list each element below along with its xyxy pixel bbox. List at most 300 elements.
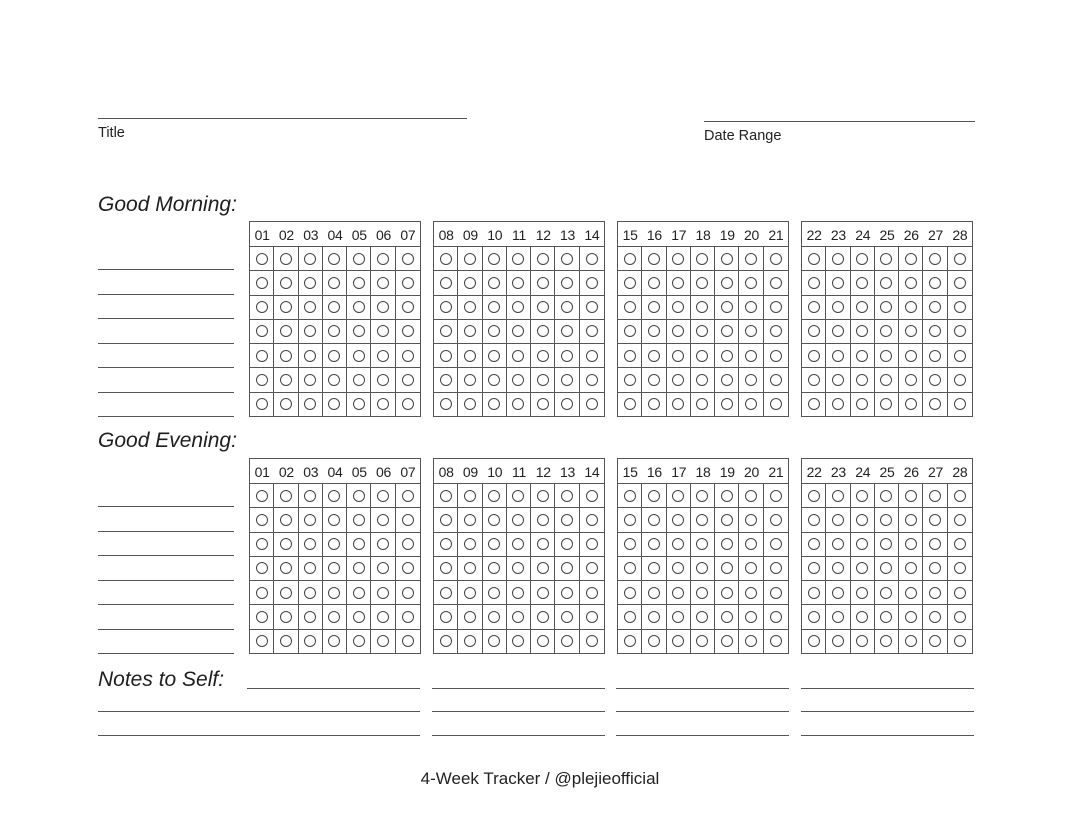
habit-checkbox[interactable] — [464, 490, 476, 502]
notes-line[interactable] — [616, 688, 789, 689]
morning-habit-line[interactable] — [98, 269, 234, 270]
habit-checkbox[interactable] — [721, 398, 733, 410]
habit-checkbox[interactable] — [832, 350, 844, 362]
habit-checkbox[interactable] — [770, 253, 782, 265]
habit-checkbox[interactable] — [905, 350, 917, 362]
habit-checkbox[interactable] — [328, 253, 340, 265]
habit-checkbox[interactable] — [440, 538, 452, 550]
habit-checkbox[interactable] — [808, 635, 820, 647]
habit-checkbox[interactable] — [721, 587, 733, 599]
habit-checkbox[interactable] — [696, 611, 708, 623]
habit-checkbox[interactable] — [624, 277, 636, 289]
habit-checkbox[interactable] — [954, 611, 966, 623]
habit-checkbox[interactable] — [561, 398, 573, 410]
habit-checkbox[interactable] — [304, 635, 316, 647]
habit-checkbox[interactable] — [832, 514, 844, 526]
habit-checkbox[interactable] — [770, 562, 782, 574]
habit-checkbox[interactable] — [905, 301, 917, 313]
habit-checkbox[interactable] — [832, 635, 844, 647]
habit-checkbox[interactable] — [856, 398, 868, 410]
habit-checkbox[interactable] — [696, 562, 708, 574]
habit-checkbox[interactable] — [929, 490, 941, 502]
habit-checkbox[interactable] — [586, 490, 598, 502]
habit-checkbox[interactable] — [696, 398, 708, 410]
habit-checkbox[interactable] — [696, 301, 708, 313]
habit-checkbox[interactable] — [745, 301, 757, 313]
habit-checkbox[interactable] — [537, 490, 549, 502]
habit-checkbox[interactable] — [256, 538, 268, 550]
habit-checkbox[interactable] — [648, 611, 660, 623]
habit-checkbox[interactable] — [624, 538, 636, 550]
habit-checkbox[interactable] — [808, 253, 820, 265]
habit-checkbox[interactable] — [377, 301, 389, 313]
habit-checkbox[interactable] — [353, 611, 365, 623]
habit-checkbox[interactable] — [832, 253, 844, 265]
habit-checkbox[interactable] — [537, 611, 549, 623]
title-field[interactable] — [98, 118, 467, 119]
habit-checkbox[interactable] — [561, 587, 573, 599]
habit-checkbox[interactable] — [954, 253, 966, 265]
habit-checkbox[interactable] — [304, 490, 316, 502]
habit-checkbox[interactable] — [353, 374, 365, 386]
habit-checkbox[interactable] — [721, 325, 733, 337]
habit-checkbox[interactable] — [624, 562, 636, 574]
habit-checkbox[interactable] — [377, 514, 389, 526]
habit-checkbox[interactable] — [280, 350, 292, 362]
evening-habit-line[interactable] — [98, 629, 234, 630]
habit-checkbox[interactable] — [353, 635, 365, 647]
notes-line[interactable] — [432, 688, 605, 689]
habit-checkbox[interactable] — [624, 253, 636, 265]
habit-checkbox[interactable] — [672, 514, 684, 526]
habit-checkbox[interactable] — [745, 635, 757, 647]
habit-checkbox[interactable] — [905, 635, 917, 647]
notes-line[interactable] — [98, 735, 420, 736]
habit-checkbox[interactable] — [488, 325, 500, 337]
habit-checkbox[interactable] — [353, 301, 365, 313]
habit-checkbox[interactable] — [832, 611, 844, 623]
habit-checkbox[interactable] — [929, 277, 941, 289]
habit-checkbox[interactable] — [745, 350, 757, 362]
habit-checkbox[interactable] — [808, 398, 820, 410]
habit-checkbox[interactable] — [648, 490, 660, 502]
habit-checkbox[interactable] — [856, 253, 868, 265]
habit-checkbox[interactable] — [624, 490, 636, 502]
habit-checkbox[interactable] — [512, 301, 524, 313]
habit-checkbox[interactable] — [672, 301, 684, 313]
habit-checkbox[interactable] — [537, 253, 549, 265]
habit-checkbox[interactable] — [586, 611, 598, 623]
habit-checkbox[interactable] — [280, 301, 292, 313]
habit-checkbox[interactable] — [808, 325, 820, 337]
habit-checkbox[interactable] — [561, 277, 573, 289]
morning-habit-line[interactable] — [98, 318, 234, 319]
notes-line[interactable] — [801, 688, 974, 689]
habit-checkbox[interactable] — [440, 490, 452, 502]
habit-checkbox[interactable] — [880, 514, 892, 526]
habit-checkbox[interactable] — [929, 514, 941, 526]
habit-checkbox[interactable] — [402, 611, 414, 623]
habit-checkbox[interactable] — [808, 538, 820, 550]
habit-checkbox[interactable] — [512, 562, 524, 574]
habit-checkbox[interactable] — [905, 562, 917, 574]
habit-checkbox[interactable] — [512, 374, 524, 386]
habit-checkbox[interactable] — [304, 562, 316, 574]
habit-checkbox[interactable] — [721, 538, 733, 550]
habit-checkbox[interactable] — [402, 514, 414, 526]
habit-checkbox[interactable] — [672, 635, 684, 647]
habit-checkbox[interactable] — [328, 538, 340, 550]
habit-checkbox[interactable] — [464, 301, 476, 313]
habit-checkbox[interactable] — [929, 398, 941, 410]
habit-checkbox[interactable] — [440, 325, 452, 337]
habit-checkbox[interactable] — [745, 490, 757, 502]
habit-checkbox[interactable] — [561, 538, 573, 550]
habit-checkbox[interactable] — [328, 325, 340, 337]
habit-checkbox[interactable] — [721, 374, 733, 386]
habit-checkbox[interactable] — [929, 611, 941, 623]
habit-checkbox[interactable] — [880, 538, 892, 550]
habit-checkbox[interactable] — [880, 277, 892, 289]
habit-checkbox[interactable] — [929, 635, 941, 647]
habit-checkbox[interactable] — [856, 611, 868, 623]
habit-checkbox[interactable] — [905, 514, 917, 526]
habit-checkbox[interactable] — [464, 350, 476, 362]
habit-checkbox[interactable] — [328, 635, 340, 647]
habit-checkbox[interactable] — [745, 611, 757, 623]
habit-checkbox[interactable] — [880, 301, 892, 313]
habit-checkbox[interactable] — [256, 587, 268, 599]
habit-checkbox[interactable] — [440, 374, 452, 386]
habit-checkbox[interactable] — [648, 301, 660, 313]
habit-checkbox[interactable] — [648, 514, 660, 526]
habit-checkbox[interactable] — [880, 490, 892, 502]
habit-checkbox[interactable] — [672, 538, 684, 550]
habit-checkbox[interactable] — [586, 398, 598, 410]
habit-checkbox[interactable] — [488, 514, 500, 526]
habit-checkbox[interactable] — [328, 301, 340, 313]
habit-checkbox[interactable] — [440, 587, 452, 599]
habit-checkbox[interactable] — [856, 325, 868, 337]
habit-checkbox[interactable] — [256, 325, 268, 337]
habit-checkbox[interactable] — [696, 635, 708, 647]
habit-checkbox[interactable] — [328, 611, 340, 623]
habit-checkbox[interactable] — [832, 374, 844, 386]
habit-checkbox[interactable] — [624, 301, 636, 313]
habit-checkbox[interactable] — [745, 514, 757, 526]
habit-checkbox[interactable] — [929, 587, 941, 599]
habit-checkbox[interactable] — [696, 350, 708, 362]
habit-checkbox[interactable] — [905, 325, 917, 337]
habit-checkbox[interactable] — [880, 350, 892, 362]
habit-checkbox[interactable] — [648, 538, 660, 550]
habit-checkbox[interactable] — [328, 587, 340, 599]
habit-checkbox[interactable] — [832, 587, 844, 599]
habit-checkbox[interactable] — [304, 301, 316, 313]
habit-checkbox[interactable] — [721, 562, 733, 574]
habit-checkbox[interactable] — [440, 611, 452, 623]
habit-checkbox[interactable] — [721, 253, 733, 265]
habit-checkbox[interactable] — [353, 587, 365, 599]
habit-checkbox[interactable] — [280, 538, 292, 550]
habit-checkbox[interactable] — [377, 350, 389, 362]
evening-habit-line[interactable] — [98, 580, 234, 581]
habit-checkbox[interactable] — [512, 635, 524, 647]
habit-checkbox[interactable] — [377, 398, 389, 410]
habit-checkbox[interactable] — [745, 277, 757, 289]
habit-checkbox[interactable] — [304, 350, 316, 362]
habit-checkbox[interactable] — [672, 350, 684, 362]
habit-checkbox[interactable] — [561, 514, 573, 526]
habit-checkbox[interactable] — [648, 325, 660, 337]
habit-checkbox[interactable] — [856, 538, 868, 550]
habit-checkbox[interactable] — [537, 514, 549, 526]
habit-checkbox[interactable] — [954, 635, 966, 647]
habit-checkbox[interactable] — [770, 301, 782, 313]
morning-habit-line[interactable] — [98, 294, 234, 295]
habit-checkbox[interactable] — [328, 562, 340, 574]
habit-checkbox[interactable] — [672, 253, 684, 265]
habit-checkbox[interactable] — [353, 253, 365, 265]
habit-checkbox[interactable] — [304, 325, 316, 337]
habit-checkbox[interactable] — [512, 538, 524, 550]
habit-checkbox[interactable] — [696, 514, 708, 526]
habit-checkbox[interactable] — [586, 514, 598, 526]
habit-checkbox[interactable] — [256, 350, 268, 362]
habit-checkbox[interactable] — [377, 587, 389, 599]
habit-checkbox[interactable] — [353, 490, 365, 502]
habit-checkbox[interactable] — [745, 538, 757, 550]
morning-habit-line[interactable] — [98, 392, 234, 393]
habit-checkbox[interactable] — [856, 374, 868, 386]
habit-checkbox[interactable] — [624, 635, 636, 647]
habit-checkbox[interactable] — [954, 301, 966, 313]
habit-checkbox[interactable] — [488, 538, 500, 550]
habit-checkbox[interactable] — [880, 398, 892, 410]
habit-checkbox[interactable] — [537, 277, 549, 289]
habit-checkbox[interactable] — [280, 562, 292, 574]
habit-checkbox[interactable] — [402, 635, 414, 647]
habit-checkbox[interactable] — [905, 398, 917, 410]
habit-checkbox[interactable] — [488, 374, 500, 386]
habit-checkbox[interactable] — [808, 562, 820, 574]
habit-checkbox[interactable] — [929, 253, 941, 265]
evening-habit-line[interactable] — [98, 531, 234, 532]
habit-checkbox[interactable] — [464, 277, 476, 289]
habit-checkbox[interactable] — [745, 562, 757, 574]
habit-checkbox[interactable] — [353, 325, 365, 337]
habit-checkbox[interactable] — [402, 301, 414, 313]
habit-checkbox[interactable] — [648, 398, 660, 410]
habit-checkbox[interactable] — [440, 301, 452, 313]
habit-checkbox[interactable] — [624, 325, 636, 337]
habit-checkbox[interactable] — [512, 514, 524, 526]
habit-checkbox[interactable] — [770, 398, 782, 410]
notes-line[interactable] — [247, 688, 420, 689]
habit-checkbox[interactable] — [304, 587, 316, 599]
habit-checkbox[interactable] — [880, 611, 892, 623]
habit-checkbox[interactable] — [256, 635, 268, 647]
habit-checkbox[interactable] — [488, 635, 500, 647]
habit-checkbox[interactable] — [721, 350, 733, 362]
habit-checkbox[interactable] — [488, 490, 500, 502]
habit-checkbox[interactable] — [377, 611, 389, 623]
habit-checkbox[interactable] — [402, 562, 414, 574]
habit-checkbox[interactable] — [905, 587, 917, 599]
habit-checkbox[interactable] — [696, 490, 708, 502]
habit-checkbox[interactable] — [464, 374, 476, 386]
habit-checkbox[interactable] — [648, 350, 660, 362]
habit-checkbox[interactable] — [832, 562, 844, 574]
habit-checkbox[interactable] — [954, 374, 966, 386]
habit-checkbox[interactable] — [696, 253, 708, 265]
habit-checkbox[interactable] — [624, 514, 636, 526]
habit-checkbox[interactable] — [672, 490, 684, 502]
notes-line[interactable] — [801, 711, 974, 712]
habit-checkbox[interactable] — [954, 398, 966, 410]
habit-checkbox[interactable] — [696, 325, 708, 337]
habit-checkbox[interactable] — [770, 514, 782, 526]
habit-checkbox[interactable] — [402, 325, 414, 337]
notes-line[interactable] — [432, 711, 605, 712]
habit-checkbox[interactable] — [696, 277, 708, 289]
habit-checkbox[interactable] — [402, 350, 414, 362]
habit-checkbox[interactable] — [745, 374, 757, 386]
habit-checkbox[interactable] — [256, 301, 268, 313]
habit-checkbox[interactable] — [832, 538, 844, 550]
habit-checkbox[interactable] — [328, 277, 340, 289]
habit-checkbox[interactable] — [537, 562, 549, 574]
habit-checkbox[interactable] — [586, 374, 598, 386]
habit-checkbox[interactable] — [256, 490, 268, 502]
habit-checkbox[interactable] — [880, 562, 892, 574]
habit-checkbox[interactable] — [537, 587, 549, 599]
habit-checkbox[interactable] — [464, 611, 476, 623]
habit-checkbox[interactable] — [832, 301, 844, 313]
habit-checkbox[interactable] — [488, 301, 500, 313]
notes-line[interactable] — [432, 735, 605, 736]
habit-checkbox[interactable] — [770, 325, 782, 337]
habit-checkbox[interactable] — [377, 490, 389, 502]
habit-checkbox[interactable] — [672, 611, 684, 623]
habit-checkbox[interactable] — [304, 514, 316, 526]
habit-checkbox[interactable] — [328, 374, 340, 386]
habit-checkbox[interactable] — [832, 277, 844, 289]
habit-checkbox[interactable] — [304, 374, 316, 386]
habit-checkbox[interactable] — [954, 538, 966, 550]
habit-checkbox[interactable] — [402, 277, 414, 289]
habit-checkbox[interactable] — [464, 538, 476, 550]
habit-checkbox[interactable] — [929, 374, 941, 386]
habit-checkbox[interactable] — [745, 253, 757, 265]
habit-checkbox[interactable] — [512, 253, 524, 265]
habit-checkbox[interactable] — [672, 398, 684, 410]
habit-checkbox[interactable] — [856, 562, 868, 574]
habit-checkbox[interactable] — [256, 562, 268, 574]
habit-checkbox[interactable] — [488, 398, 500, 410]
habit-checkbox[interactable] — [880, 587, 892, 599]
habit-checkbox[interactable] — [954, 277, 966, 289]
habit-checkbox[interactable] — [745, 325, 757, 337]
habit-checkbox[interactable] — [280, 253, 292, 265]
habit-checkbox[interactable] — [440, 350, 452, 362]
habit-checkbox[interactable] — [721, 277, 733, 289]
habit-checkbox[interactable] — [440, 562, 452, 574]
date-range-field[interactable] — [704, 121, 975, 122]
habit-checkbox[interactable] — [856, 490, 868, 502]
habit-checkbox[interactable] — [586, 277, 598, 289]
habit-checkbox[interactable] — [586, 538, 598, 550]
habit-checkbox[interactable] — [440, 635, 452, 647]
notes-line[interactable] — [616, 735, 789, 736]
habit-checkbox[interactable] — [464, 514, 476, 526]
habit-checkbox[interactable] — [537, 350, 549, 362]
habit-checkbox[interactable] — [488, 253, 500, 265]
habit-checkbox[interactable] — [954, 325, 966, 337]
habit-checkbox[interactable] — [280, 611, 292, 623]
habit-checkbox[interactable] — [808, 277, 820, 289]
habit-checkbox[interactable] — [304, 398, 316, 410]
habit-checkbox[interactable] — [256, 374, 268, 386]
habit-checkbox[interactable] — [929, 562, 941, 574]
habit-checkbox[interactable] — [954, 350, 966, 362]
habit-checkbox[interactable] — [856, 514, 868, 526]
habit-checkbox[interactable] — [353, 514, 365, 526]
habit-checkbox[interactable] — [402, 490, 414, 502]
habit-checkbox[interactable] — [561, 635, 573, 647]
habit-checkbox[interactable] — [353, 538, 365, 550]
habit-checkbox[interactable] — [377, 562, 389, 574]
habit-checkbox[interactable] — [402, 538, 414, 550]
habit-checkbox[interactable] — [808, 374, 820, 386]
habit-checkbox[interactable] — [512, 350, 524, 362]
habit-checkbox[interactable] — [586, 253, 598, 265]
habit-checkbox[interactable] — [561, 611, 573, 623]
habit-checkbox[interactable] — [537, 635, 549, 647]
habit-checkbox[interactable] — [256, 253, 268, 265]
habit-checkbox[interactable] — [256, 611, 268, 623]
habit-checkbox[interactable] — [561, 562, 573, 574]
habit-checkbox[interactable] — [440, 514, 452, 526]
habit-checkbox[interactable] — [561, 374, 573, 386]
habit-checkbox[interactable] — [721, 635, 733, 647]
habit-checkbox[interactable] — [856, 301, 868, 313]
habit-checkbox[interactable] — [954, 587, 966, 599]
habit-checkbox[interactable] — [280, 514, 292, 526]
habit-checkbox[interactable] — [672, 587, 684, 599]
habit-checkbox[interactable] — [402, 253, 414, 265]
habit-checkbox[interactable] — [464, 398, 476, 410]
habit-checkbox[interactable] — [440, 398, 452, 410]
habit-checkbox[interactable] — [353, 277, 365, 289]
evening-habit-line[interactable] — [98, 555, 234, 556]
habit-checkbox[interactable] — [624, 611, 636, 623]
habit-checkbox[interactable] — [256, 277, 268, 289]
habit-checkbox[interactable] — [512, 611, 524, 623]
habit-checkbox[interactable] — [648, 635, 660, 647]
habit-checkbox[interactable] — [328, 514, 340, 526]
habit-checkbox[interactable] — [280, 490, 292, 502]
habit-checkbox[interactable] — [808, 611, 820, 623]
evening-habit-line[interactable] — [98, 506, 234, 507]
habit-checkbox[interactable] — [672, 325, 684, 337]
habit-checkbox[interactable] — [880, 253, 892, 265]
morning-habit-line[interactable] — [98, 367, 234, 368]
notes-line[interactable] — [98, 711, 420, 712]
habit-checkbox[interactable] — [929, 325, 941, 337]
habit-checkbox[interactable] — [328, 490, 340, 502]
habit-checkbox[interactable] — [770, 374, 782, 386]
